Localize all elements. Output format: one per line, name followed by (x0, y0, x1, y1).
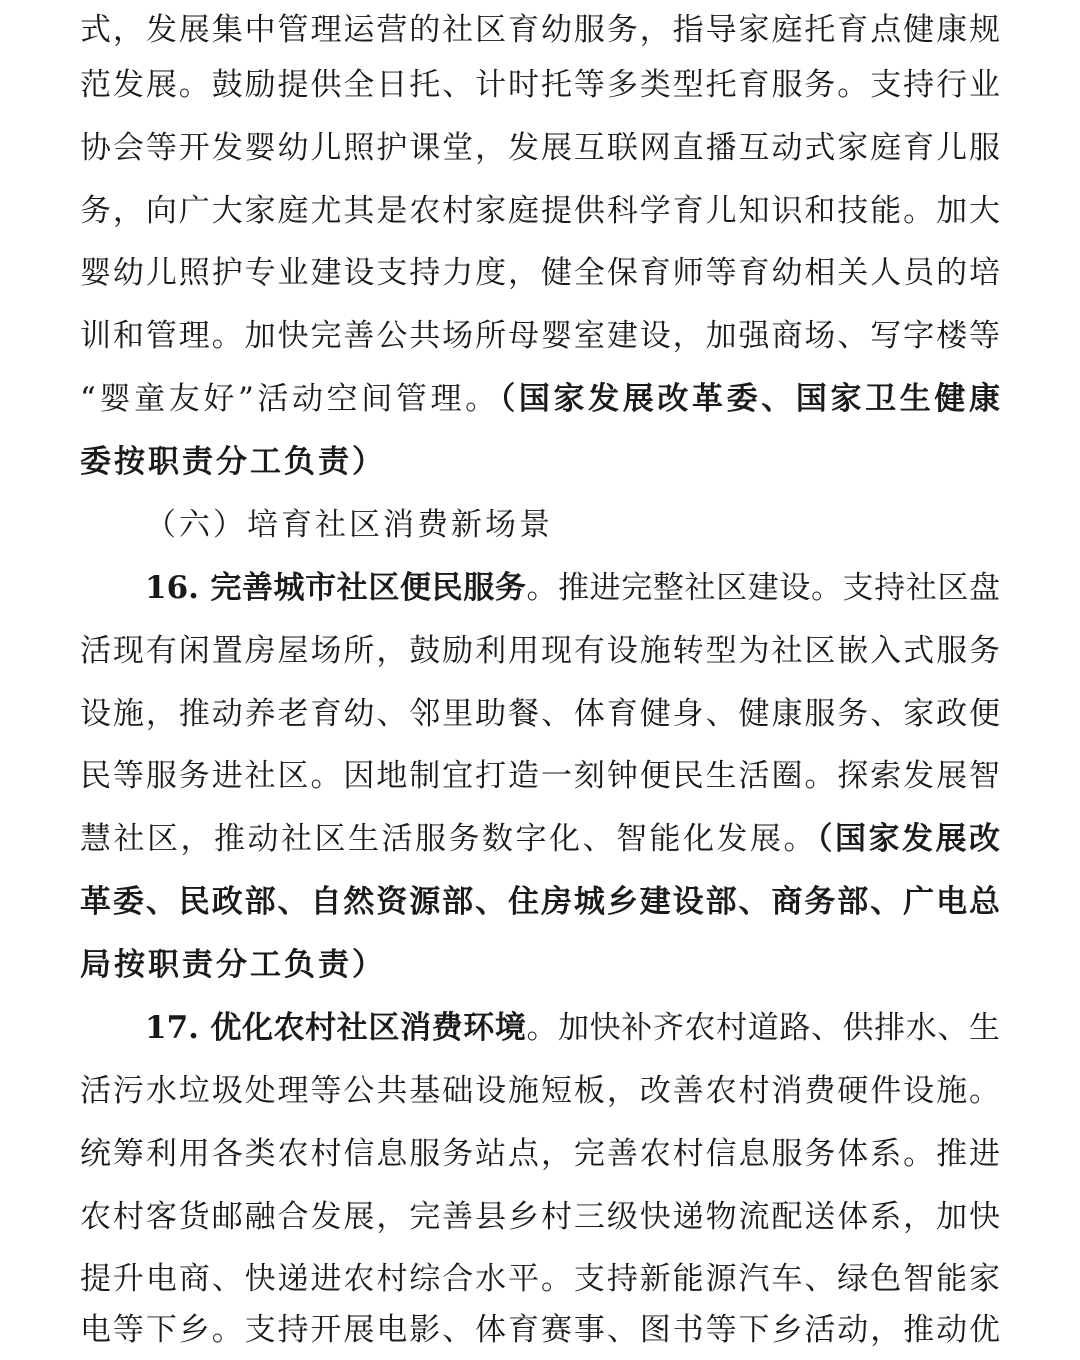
line-text: 活现有闲置房屋场所，鼓励利用现有设施转型为社区嵌入式服务 (80, 633, 1000, 669)
item-title: 17. 优化农村社区消费环境 (145, 1010, 527, 1046)
paragraph-line (80, 181, 1000, 241)
line-text: 务，向广大家庭尤其是农村家庭提供科学育儿知识和技能。加大 (80, 193, 1000, 229)
line-text: 慧社区，推动社区生活服务数字化、智能化发展。 (80, 821, 817, 857)
paragraph-line (80, 55, 1000, 115)
line-text: 统筹利用各类农村信息服务站点，完善农村信息服务体系。推进 (80, 1136, 1000, 1172)
agency-attribution: 革委、民政部、自然资源部、住房城乡建设部、商务部、广电总 (80, 884, 1000, 920)
line-text: 农村客货邮融合发展，完善县乡村三级快递物流配送体系，加快 (80, 1199, 1000, 1235)
paragraph-line (80, 935, 1000, 995)
line-text: 式，发展集中管理运营的社区育幼服务，指导家庭托育点健康规 (80, 12, 1000, 48)
line-text: 设施，推动养老育幼、邻里助餐、体育健身、健康服务、家政便 (80, 696, 1000, 732)
paragraph-line (80, 746, 1000, 806)
agency-attribution: 委按职责分工负责） (80, 444, 386, 480)
paragraph-line (80, 684, 1000, 744)
line-text: 活污水垃圾处理等公共基础设施短板，改善农村消费硬件设施。 (80, 1073, 1000, 1109)
agency-attribution: （国家发展改 (817, 821, 1000, 857)
section-heading-text: （六）培育社区消费新场景 (145, 507, 553, 543)
paragraph-line (80, 872, 1000, 932)
paragraph-line (80, 0, 1000, 60)
line-text: 电等下乡。支持开展电影、体育赛事、图书等下乡活动，推动优 (80, 1312, 1000, 1348)
line-text: 训和管理。加快完善公共场所母婴室建设，加强商场、写字楼等 (80, 318, 1000, 354)
paragraph-line (145, 558, 1000, 618)
paragraph-line (80, 243, 1000, 303)
item-title: 16. 完善城市社区便民服务 (145, 570, 527, 606)
paragraph-line (80, 1187, 1000, 1247)
line-text: 民等服务进社区。因地制宜打造一刻钟便民生活圈。探索发展智 (80, 758, 1000, 794)
paragraph-line (80, 1124, 1000, 1184)
paragraph-line (80, 118, 1000, 178)
paragraph-line (80, 369, 1000, 429)
line-text: 。推进完整社区建设。支持社区盘 (526, 570, 1000, 606)
paragraph-line (145, 998, 1000, 1058)
paragraph-line (80, 1300, 1000, 1360)
line-text: 提升电商、快递进农村综合水平。支持新能源汽车、绿色智能家 (80, 1261, 1000, 1297)
agency-attribution: 局按职责分工负责） (80, 947, 386, 983)
agency-attribution: （国家发展改革委、国家卫生健康 (499, 381, 1000, 417)
paragraph-line (80, 809, 1000, 869)
line-text: 范发展。鼓励提供全日托、计时托等多类型托育服务。支持行业 (80, 67, 1000, 103)
line-text: 。加快补齐农村道路、供排水、生 (526, 1010, 1000, 1046)
paragraph-line (80, 306, 1000, 366)
line-text: 协会等开发婴幼儿照护课堂，发展互联网直播互动式家庭育儿服 (80, 130, 1000, 166)
line-text: “婴童友好”活动空间管理。 (80, 381, 500, 417)
line-text: 婴幼儿照护专业建设支持力度，健全保育师等育幼相关人员的培 (80, 255, 1000, 291)
section-heading (145, 495, 553, 555)
paragraph-line (80, 1061, 1000, 1121)
paragraph-line (80, 432, 1000, 492)
paragraph-line (80, 621, 1000, 681)
